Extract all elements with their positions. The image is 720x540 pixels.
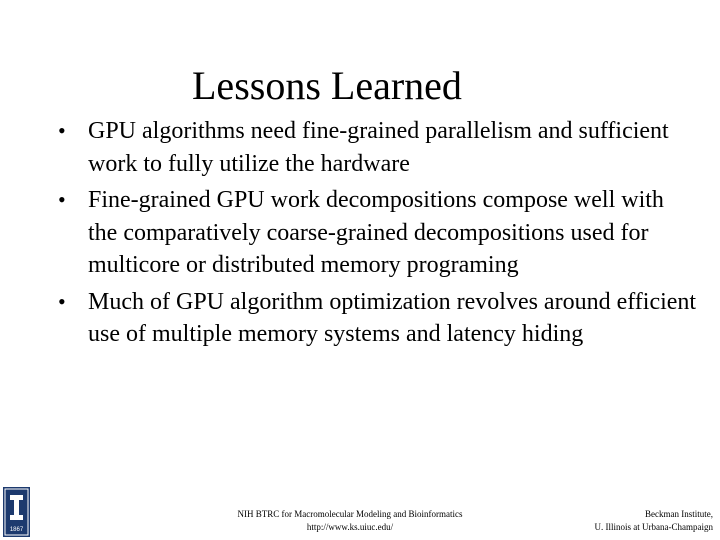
bullet-list (58, 115, 698, 355)
footer-right-line-2: U. Illinois at Urbana-Champaign (594, 522, 713, 532)
footer-center-line-1: NIH BTRC for Macromolecular Modeling and Bioinformatics (237, 509, 463, 519)
bullet-item (58, 184, 698, 282)
footer-center-line-2: http://www.ks.uiuc.edu/ (306, 522, 394, 532)
footer-center (200, 508, 500, 534)
bullet-marker-icon: • (58, 288, 66, 314)
bullet-text: Fine-grained GPU work decompositions compose well with the comparatively coarse-grained decompositions used for multicore or distributed memory programing (88, 187, 664, 278)
university-of-illinois-logo-icon (3, 487, 30, 537)
footer-right (520, 508, 713, 534)
slide-title: Lessons Learned (192, 63, 462, 108)
bullet-item (58, 115, 698, 180)
bullet-text: Much of GPU algorithm optimization revolves around efficient use of multiple memory systems and latency hiding (88, 288, 697, 347)
bullet-text: GPU algorithms need fine-grained parallelism and sufficient work to fully utilize the hardware (88, 118, 669, 177)
bullet-item (58, 286, 698, 351)
footer-right-line-1: Beckman Institute, (645, 509, 713, 519)
bullet-marker-icon: • (58, 118, 66, 143)
logo-year: 1867 (9, 527, 24, 533)
bullet-marker-icon: • (58, 187, 66, 212)
